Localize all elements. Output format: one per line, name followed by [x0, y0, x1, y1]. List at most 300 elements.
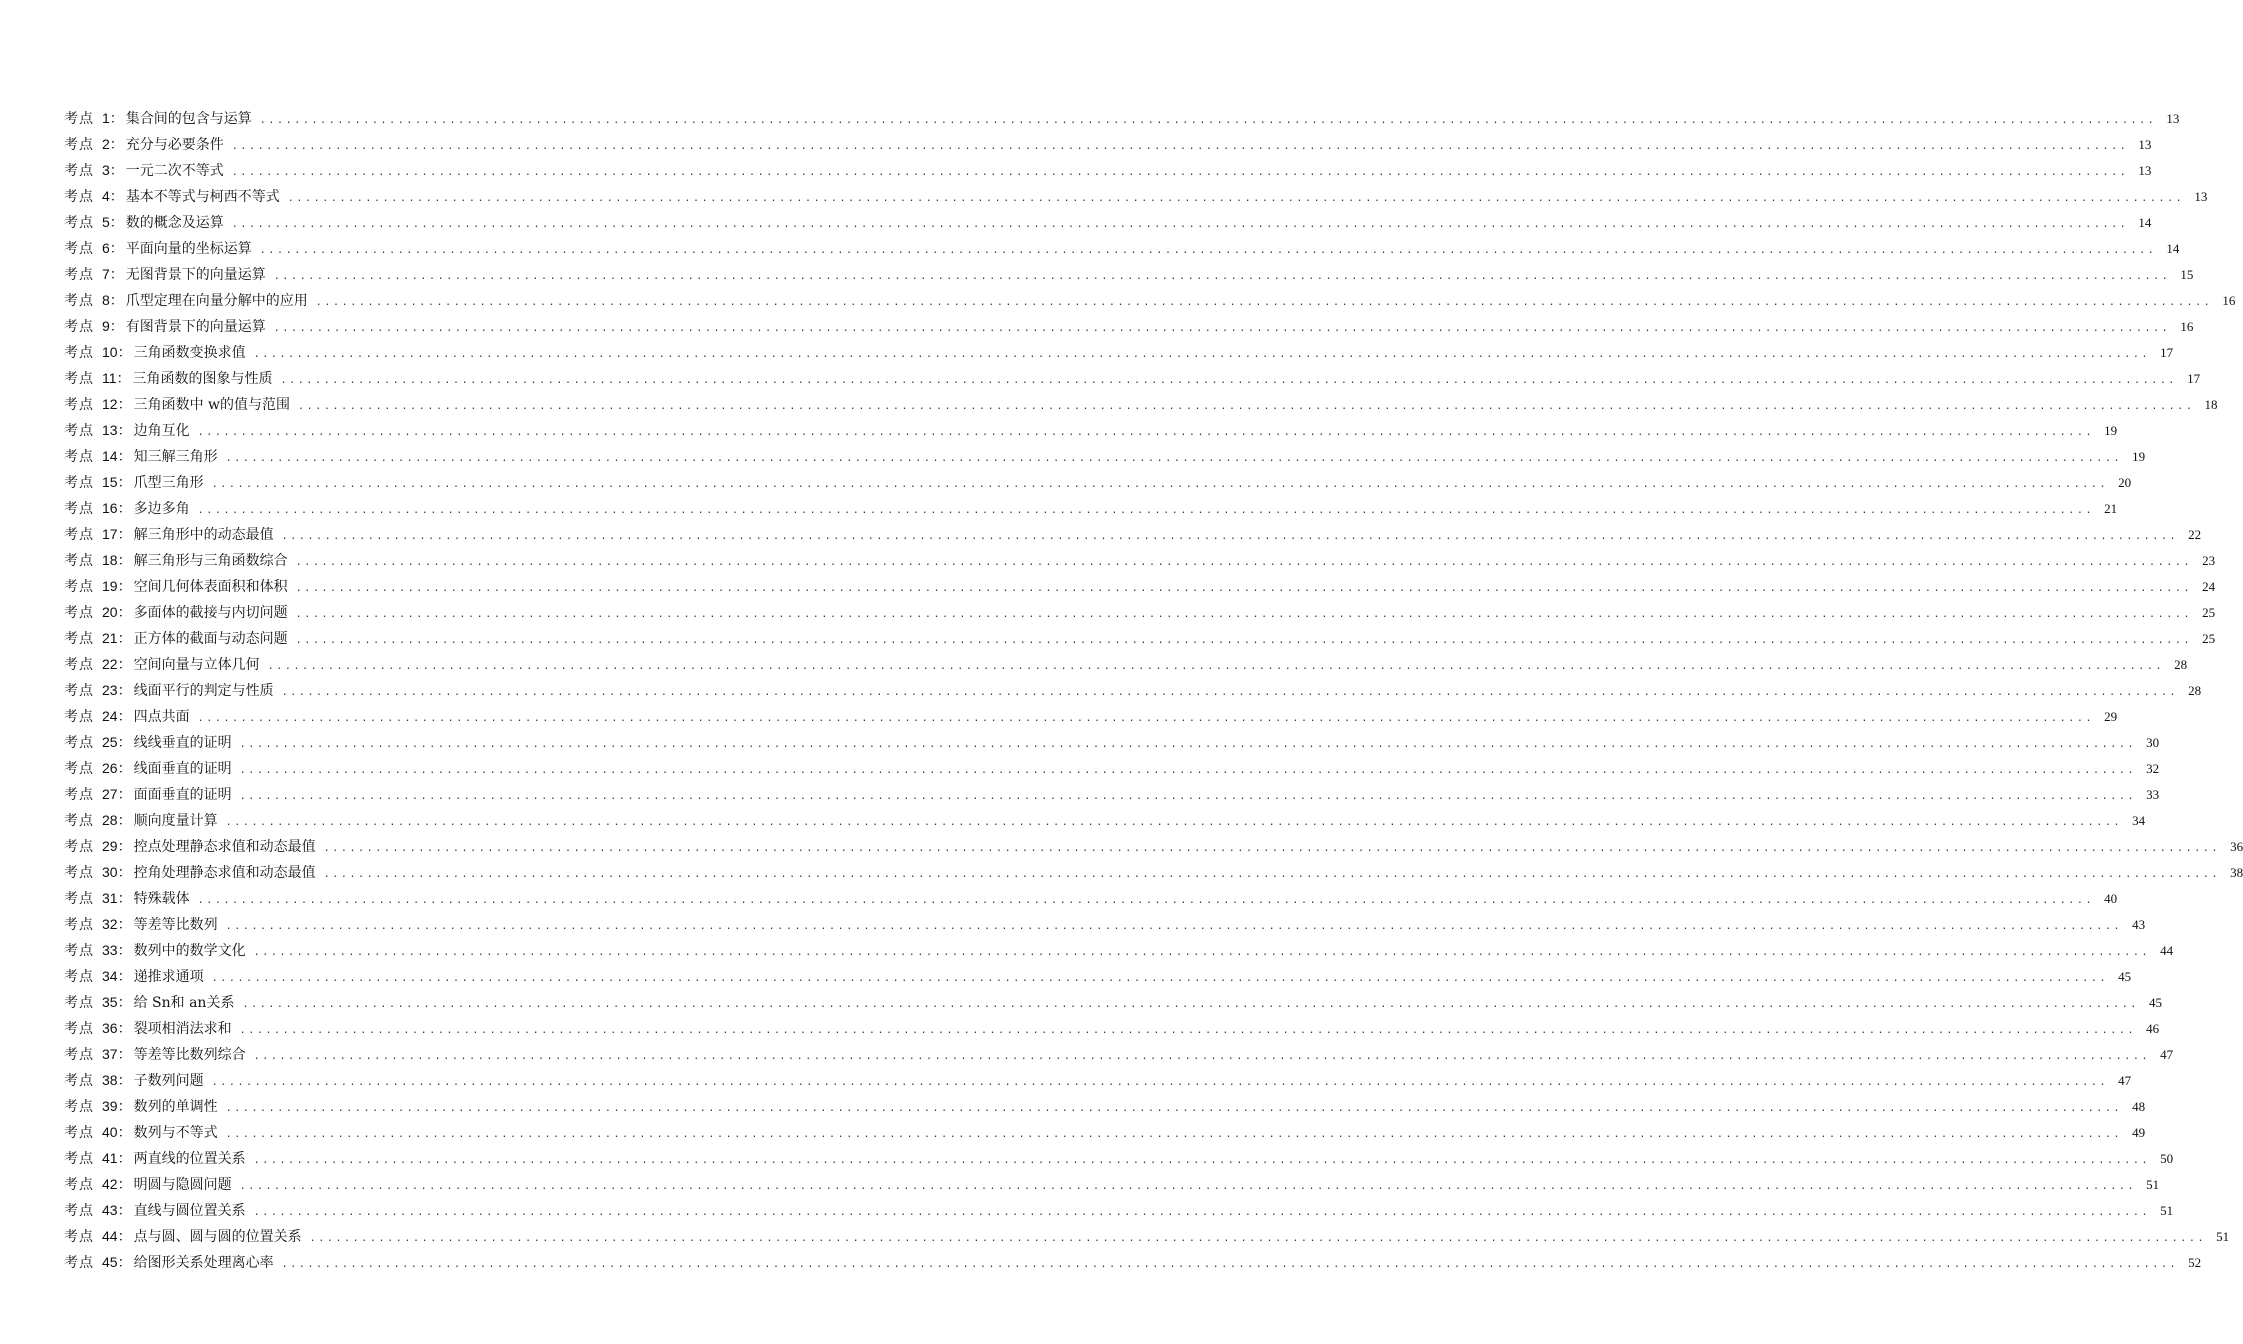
- toc-dot-leader: ............................................................................................................................................................................................................................: [295, 635, 2193, 646]
- toc-dot-leader: ............................................................................................................................................................................................................................: [295, 609, 2193, 620]
- toc-entry[interactable]: [64, 105, 2180, 131]
- toc-entry-number: 1: [102, 110, 110, 126]
- toc-entry-prefix: 考点: [64, 761, 94, 777]
- toc-entry-page-number: 22: [2188, 527, 2202, 542]
- toc-dot-leader: ............................................................................................................................................................................................................................: [225, 1103, 2123, 1114]
- toc-entry-prefix: 考点: [64, 371, 94, 387]
- toc-dot-leader: ............................................................................................................................................................................................................................: [315, 297, 2213, 308]
- toc-entry-separator: ：: [117, 969, 132, 985]
- toc-entry-number: 22: [102, 656, 118, 672]
- toc-entry-prefix: 考点: [64, 553, 94, 569]
- toc-entry-separator: ：: [109, 111, 124, 127]
- toc-entry[interactable]: [64, 313, 2194, 339]
- toc-entry[interactable]: [64, 625, 2216, 651]
- toc-entry-title: 爪型三角形: [133, 475, 204, 491]
- toc-entry-separator: ：: [117, 1047, 132, 1063]
- toc-entry-prefix: 考点: [64, 1021, 94, 1037]
- toc-entry-prefix: 考点: [64, 917, 94, 933]
- toc-entry[interactable]: [64, 547, 2216, 573]
- toc-entry-page-number: 51: [2146, 1177, 2160, 1192]
- toc-entry-page-number: 20: [2118, 475, 2132, 490]
- toc-dot-leader: ............................................................................................................................................................................................................................: [225, 921, 2123, 932]
- toc-entry-title: 控角处理静态求值和动态最值: [133, 865, 316, 881]
- toc-entry-prefix: 考点: [64, 631, 94, 647]
- toc-entry-separator: ：: [117, 839, 132, 855]
- toc-entry-page-number: 44: [2160, 943, 2174, 958]
- toc-entry-page-number: 50: [2160, 1151, 2174, 1166]
- toc-entry[interactable]: [64, 495, 2118, 521]
- toc-entry-page-number: 47: [2160, 1047, 2174, 1062]
- toc-dot-leader: ............................................................................................................................................................................................................................: [287, 193, 2185, 204]
- toc-entry-number: 31: [102, 890, 118, 906]
- toc-entry-number: 7: [102, 266, 110, 282]
- toc-entry-page-number: 52: [2188, 1255, 2202, 1270]
- toc-dot-leader: ............................................................................................................................................................................................................................: [197, 713, 2095, 724]
- toc-entry-title: 面面垂直的证明: [133, 787, 232, 803]
- toc-dot-leader: ............................................................................................................................................................................................................................: [253, 1155, 2151, 1166]
- toc-entry-number: 40: [102, 1124, 118, 1140]
- toc-entry-title: 裂项相消法求和: [133, 1021, 232, 1037]
- toc-entry-title: 爪型定理在向量分解中的应用: [125, 293, 308, 309]
- toc-entry-title: 顺向度量计算: [133, 813, 218, 829]
- toc-entry-prefix: 考点: [64, 1073, 94, 1089]
- toc-entry-page-number: 17: [2160, 345, 2174, 360]
- toc-entry-separator: ：: [117, 1255, 132, 1271]
- toc-dot-leader: ............................................................................................................................................................................................................................: [211, 973, 2109, 984]
- toc-entry-number: 27: [102, 786, 118, 802]
- toc-entry-separator: ：: [117, 631, 132, 647]
- toc-entry[interactable]: [64, 1093, 2146, 1119]
- toc-entry-title: 空间向量与立体几何: [133, 657, 260, 673]
- toc-entry-number: 39: [102, 1098, 118, 1114]
- toc-entry-separator: ：: [117, 995, 132, 1011]
- toc-entry-prefix: 考点: [64, 423, 94, 439]
- toc-entry-title: 控点处理静态求值和动态最值: [133, 839, 316, 855]
- toc-dot-leader: ............................................................................................................................................................................................................................: [231, 141, 2129, 152]
- toc-entry-page-number: 25: [2202, 631, 2216, 646]
- toc-dot-leader: ............................................................................................................................................................................................................................: [281, 1259, 2179, 1270]
- toc-entry-number: 13: [102, 422, 118, 438]
- toc-entry-title: 线线垂直的证明: [133, 735, 232, 751]
- toc-entry-prefix: 考点: [64, 501, 94, 517]
- toc-entry-prefix: 考点: [64, 241, 94, 257]
- toc-entry-separator: ：: [116, 371, 131, 387]
- toc-entry-separator: ：: [117, 553, 132, 569]
- toc-entry-page-number: 18: [2204, 397, 2218, 412]
- toc-entry-separator: ：: [109, 241, 124, 257]
- toc-entry-page-number: 36: [2230, 839, 2243, 854]
- toc-entry-separator: ：: [117, 475, 132, 491]
- toc-entry-separator: ：: [117, 891, 132, 907]
- toc-entry[interactable]: [64, 677, 2202, 703]
- toc-entry-title: 无图背景下的向量运算: [125, 267, 266, 283]
- toc-entry-prefix: 考点: [64, 163, 94, 179]
- toc-entry[interactable]: [64, 209, 2152, 235]
- toc-entry-number: 26: [102, 760, 118, 776]
- toc-entry-page-number: 51: [2160, 1203, 2174, 1218]
- toc-entry-prefix: 考点: [64, 969, 94, 985]
- toc-entry-prefix: 考点: [64, 839, 94, 855]
- toc-dot-leader: ............................................................................................................................................................................................................................: [197, 895, 2095, 906]
- toc-dot-leader: ............................................................................................................................................................................................................................: [295, 557, 2193, 568]
- toc-entry[interactable]: [64, 781, 2160, 807]
- toc-entry-prefix: 考点: [64, 813, 94, 829]
- toc-entry-prefix: 考点: [64, 787, 94, 803]
- toc-entry[interactable]: [64, 833, 2243, 859]
- toc-entry-prefix: 考点: [64, 1203, 94, 1219]
- toc-dot-leader: ............................................................................................................................................................................................................................: [239, 765, 2137, 776]
- toc-entry-title: 解三角形中的动态最值: [133, 527, 274, 543]
- toc-entry[interactable]: [64, 911, 2146, 937]
- toc-entry-number: 42: [102, 1176, 118, 1192]
- toc-dot-leader: ............................................................................................................................................................................................................................: [281, 687, 2179, 698]
- toc-entry[interactable]: [64, 391, 2218, 417]
- toc-entry-separator: ：: [117, 449, 132, 465]
- toc-entry-title: 集合间的包含与运算: [125, 111, 252, 127]
- toc-entry-number: 15: [102, 474, 118, 490]
- toc-entry-page-number: 24: [2202, 579, 2216, 594]
- toc-entry-title: 边角互化: [133, 423, 190, 439]
- toc-entry[interactable]: [64, 859, 2243, 885]
- toc-entry-title: 多边多角: [133, 501, 190, 517]
- toc-entry-title: 直线与圆位置关系: [133, 1203, 246, 1219]
- toc-dot-leader: ............................................................................................................................................................................................................................: [231, 219, 2129, 230]
- toc-entry[interactable]: [64, 469, 2132, 495]
- toc-entry-prefix: 考点: [64, 1125, 94, 1141]
- toc-entry-prefix: 考点: [64, 1047, 94, 1063]
- toc-dot-leader: ............................................................................................................................................................................................................................: [211, 1077, 2109, 1088]
- toc-entry[interactable]: [64, 573, 2216, 599]
- toc-entry-page-number: 43: [2132, 917, 2146, 932]
- toc-entry-number: 11: [102, 370, 117, 386]
- toc-entry-number: 17: [102, 526, 118, 542]
- toc-entry-separator: ：: [117, 865, 132, 881]
- toc-entry-title: 四点共面: [133, 709, 190, 725]
- toc-entry-number: 45: [102, 1254, 118, 1270]
- toc-entry-prefix: 考点: [64, 319, 94, 335]
- toc-entry-separator: ：: [117, 787, 132, 803]
- toc-entry-number: 28: [102, 812, 118, 828]
- toc-dot-leader: ............................................................................................................................................................................................................................: [259, 115, 2157, 126]
- toc-entry[interactable]: [64, 1145, 2174, 1171]
- toc-entry-separator: ：: [117, 683, 132, 699]
- toc-entry-page-number: 23: [2202, 553, 2216, 568]
- toc-entry-prefix: 考点: [64, 709, 94, 725]
- toc-entry[interactable]: [64, 443, 2146, 469]
- toc-entry-page-number: 45: [2148, 995, 2162, 1010]
- toc-entry-number: 14: [102, 448, 118, 464]
- toc-entry-number: 29: [102, 838, 118, 854]
- toc-entry-title: 线面垂直的证明: [133, 761, 232, 777]
- toc-entry-prefix: 考点: [64, 1177, 94, 1193]
- toc-entry-title: 数列的单调性: [133, 1099, 218, 1115]
- toc-entry[interactable]: [64, 521, 2202, 547]
- toc-entry-number: 4: [102, 188, 110, 204]
- toc-entry-prefix: 考点: [64, 1255, 94, 1271]
- toc-entry-number: 6: [102, 240, 110, 256]
- toc-entry-title: 点与圆、圆与圆的位置关系: [133, 1229, 302, 1245]
- toc-entry-number: 44: [102, 1228, 118, 1244]
- toc-entry-number: 33: [102, 942, 118, 958]
- toc-entry-prefix: 考点: [64, 683, 94, 699]
- toc-dot-leader: ............................................................................................................................................................................................................................: [280, 375, 2178, 386]
- toc-entry-page-number: 19: [2104, 423, 2118, 438]
- toc-entry-prefix: 考点: [64, 865, 94, 881]
- toc-entry-number: 36: [102, 1020, 118, 1036]
- toc-entry-page-number: 28: [2174, 657, 2188, 672]
- toc-entry-page-number: 28: [2188, 683, 2202, 698]
- toc-entry[interactable]: [64, 1015, 2160, 1041]
- toc-entry-page-number: 51: [2216, 1229, 2230, 1244]
- toc-entry-number: 21: [102, 630, 118, 646]
- toc-entry-separator: ：: [109, 267, 124, 283]
- toc-entry[interactable]: [64, 1041, 2174, 1067]
- toc-entry-separator: ：: [117, 605, 132, 621]
- toc-entry-number: 16: [102, 500, 118, 516]
- toc-entry-page-number: 30: [2146, 735, 2160, 750]
- toc-entry-title: 等差等比数列综合: [133, 1047, 246, 1063]
- toc-entry-separator: ：: [117, 1177, 132, 1193]
- toc-entry-number: 35: [102, 994, 118, 1010]
- toc-entry-page-number: 49: [2132, 1125, 2146, 1140]
- toc-entry-number: 18: [102, 552, 118, 568]
- toc-entry-prefix: 考点: [64, 735, 94, 751]
- toc-entry-title: 知三解三角形: [133, 449, 218, 465]
- toc-entry-separator: ：: [117, 813, 132, 829]
- toc-dot-leader: ............................................................................................................................................................................................................................: [273, 271, 2171, 282]
- toc-entry-page-number: 34: [2132, 813, 2146, 828]
- toc-entry-title: 给 Sn和 an关系: [133, 995, 235, 1011]
- toc-entry-separator: ：: [117, 761, 132, 777]
- toc-entry-prefix: 考点: [64, 605, 94, 621]
- toc-entry-prefix: 考点: [64, 995, 94, 1011]
- toc-entry-prefix: 考点: [64, 1099, 94, 1115]
- toc-entry-title: 三角函数变换求值: [133, 345, 246, 361]
- toc-entry-page-number: 15: [2180, 267, 2194, 282]
- toc-entry-separator: ：: [109, 189, 124, 205]
- toc-entry-prefix: 考点: [64, 579, 94, 595]
- toc-entry-prefix: 考点: [64, 527, 94, 543]
- toc-entry[interactable]: [64, 183, 2208, 209]
- toc-entry-page-number: 32: [2146, 761, 2160, 776]
- toc-entry[interactable]: [64, 807, 2146, 833]
- toc-entry-page-number: 25: [2202, 605, 2216, 620]
- toc-entry-separator: ：: [117, 1151, 132, 1167]
- toc-dot-leader: ............................................................................................................................................................................................................................: [211, 479, 2109, 490]
- toc-entry[interactable]: [64, 261, 2194, 287]
- toc-entry-prefix: 考点: [64, 137, 94, 153]
- toc-entry-page-number: 45: [2118, 969, 2132, 984]
- toc-entry-prefix: 考点: [64, 267, 94, 283]
- toc-entry[interactable]: [64, 1197, 2174, 1223]
- toc-entry-title: 解三角形与三角函数综合: [133, 553, 288, 569]
- toc-dot-leader: ............................................................................................................................................................................................................................: [239, 1025, 2137, 1036]
- toc-dot-leader: ............................................................................................................................................................................................................................: [225, 1129, 2123, 1140]
- toc-entry[interactable]: [64, 963, 2132, 989]
- toc-entry-title: 等差等比数列: [133, 917, 218, 933]
- toc-entry-separator: ：: [109, 215, 124, 231]
- toc-entry-title: 子数列问题: [133, 1073, 204, 1089]
- toc-entry[interactable]: [64, 729, 2160, 755]
- toc-dot-leader: ............................................................................................................................................................................................................................: [242, 999, 2139, 1010]
- toc-entry-page-number: 16: [2180, 319, 2194, 334]
- toc-entry[interactable]: [64, 235, 2180, 261]
- toc-dot-leader: ............................................................................................................................................................................................................................: [309, 1233, 2207, 1244]
- toc-entry-number: 10: [102, 344, 118, 360]
- toc-dot-leader: ............................................................................................................................................................................................................................: [295, 583, 2193, 594]
- toc-entry[interactable]: [64, 755, 2160, 781]
- toc-entry-page-number: 38: [2230, 865, 2243, 880]
- toc-entry-number: 2: [102, 136, 110, 152]
- toc-entry-separator: ：: [117, 527, 132, 543]
- toc-entry-title: 三角函数的图象与性质: [132, 371, 273, 387]
- toc-entry-page-number: 47: [2118, 1073, 2132, 1088]
- toc-entry-separator: ：: [117, 397, 132, 413]
- toc-entry[interactable]: [64, 651, 2188, 677]
- toc-entry-page-number: 13: [2194, 189, 2208, 204]
- toc-entry[interactable]: [64, 1067, 2132, 1093]
- toc-entry-prefix: 考点: [64, 475, 94, 491]
- toc-entry[interactable]: [64, 417, 2118, 443]
- toc-entry-prefix: 考点: [64, 215, 94, 231]
- toc-dot-leader: ............................................................................................................................................................................................................................: [323, 843, 2221, 854]
- toc-entry[interactable]: [64, 937, 2174, 963]
- toc-entry-title: 给图形关系处理离心率: [133, 1255, 274, 1271]
- toc-entry-title: 数列中的数学文化: [133, 943, 246, 959]
- toc-dot-leader: ............................................................................................................................................................................................................................: [273, 323, 2171, 334]
- toc-entry-prefix: 考点: [64, 657, 94, 673]
- toc-entry-page-number: 17: [2187, 371, 2201, 386]
- toc-entry-title: 特殊载体: [133, 891, 190, 907]
- toc-entry-number: 5: [102, 214, 110, 230]
- toc-dot-leader: ............................................................................................................................................................................................................................: [239, 739, 2137, 750]
- toc-entry-prefix: 考点: [64, 345, 94, 361]
- toc-entry-title: 空间几何体表面积和体积: [133, 579, 288, 595]
- toc-entry-title: 明圆与隐圆问题: [133, 1177, 232, 1193]
- toc-entry[interactable]: [64, 1119, 2146, 1145]
- toc-dot-leader: ............................................................................................................................................................................................................................: [253, 349, 2151, 360]
- toc-entry-title: 三角函数中 w的值与范围: [133, 397, 291, 413]
- toc-entry[interactable]: [64, 365, 2201, 391]
- toc-entry[interactable]: [64, 287, 2236, 313]
- toc-entry-prefix: 考点: [64, 397, 94, 413]
- toc-entry-page-number: 33: [2146, 787, 2160, 802]
- toc-entry-number: 20: [102, 604, 118, 620]
- toc-entry[interactable]: [64, 1249, 2202, 1275]
- toc-entry-separator: ：: [117, 1099, 132, 1115]
- toc-entry-number: 19: [102, 578, 118, 594]
- toc-entry-number: 24: [102, 708, 118, 724]
- toc-entry-separator: ：: [117, 709, 132, 725]
- toc-dot-leader: ............................................................................................................................................................................................................................: [323, 869, 2221, 880]
- toc-entry[interactable]: [64, 157, 2152, 183]
- toc-entry-page-number: 46: [2146, 1021, 2160, 1036]
- toc-entry-title: 充分与必要条件: [125, 137, 224, 153]
- toc-entry-prefix: 考点: [64, 293, 94, 309]
- toc-entry-title: 正方体的截面与动态问题: [133, 631, 288, 647]
- toc-entry-page-number: 40: [2104, 891, 2118, 906]
- toc-entry-separator: ：: [117, 1021, 132, 1037]
- toc-dot-leader: ............................................................................................................................................................................................................................: [253, 947, 2151, 958]
- toc-entry[interactable]: [64, 885, 2118, 911]
- toc-entry-prefix: 考点: [64, 1229, 94, 1245]
- toc-entry-prefix: 考点: [64, 943, 94, 959]
- toc-entry-separator: ：: [117, 501, 132, 517]
- toc-entry-separator: ：: [109, 319, 124, 335]
- toc-entry-page-number: 29: [2104, 709, 2118, 724]
- toc-dot-leader: ............................................................................................................................................................................................................................: [253, 1207, 2151, 1218]
- toc-entry-separator: ：: [117, 1073, 132, 1089]
- toc-dot-leader: ............................................................................................................................................................................................................................: [231, 167, 2129, 178]
- toc-entry-page-number: 21: [2104, 501, 2118, 516]
- toc-dot-leader: ............................................................................................................................................................................................................................: [197, 505, 2095, 516]
- toc-dot-leader: ............................................................................................................................................................................................................................: [298, 401, 2195, 412]
- toc-entry[interactable]: [64, 339, 2174, 365]
- toc-entry-title: 有图背景下的向量运算: [125, 319, 266, 335]
- toc-entry-number: 37: [102, 1046, 118, 1062]
- toc-entry-number: 43: [102, 1202, 118, 1218]
- toc-entry-separator: ：: [117, 579, 132, 595]
- toc-entry-separator: ：: [117, 1229, 132, 1245]
- toc-entry-prefix: 考点: [64, 449, 94, 465]
- toc-entry-page-number: 14: [2166, 241, 2180, 256]
- toc-entry-number: 12: [102, 396, 118, 412]
- toc-entry[interactable]: [64, 1223, 2230, 1249]
- toc-entry-title: 一元二次不等式: [125, 163, 224, 179]
- toc-dot-leader: ............................................................................................................................................................................................................................: [253, 1051, 2151, 1062]
- toc-dot-leader: ............................................................................................................................................................................................................................: [225, 817, 2123, 828]
- toc-dot-leader: ............................................................................................................................................................................................................................: [239, 791, 2137, 802]
- toc-entry-separator: ：: [109, 163, 124, 179]
- toc-entry-title: 两直线的位置关系: [133, 1151, 246, 1167]
- toc-dot-leader: ............................................................................................................................................................................................................................: [259, 245, 2157, 256]
- table-of-contents: [64, 105, 2243, 1275]
- toc-entry-separator: ：: [117, 423, 132, 439]
- toc-dot-leader: ............................................................................................................................................................................................................................: [281, 531, 2179, 542]
- toc-entry-separator: ：: [109, 137, 124, 153]
- toc-entry[interactable]: [64, 131, 2152, 157]
- toc-entry-number: 25: [102, 734, 118, 750]
- toc-entry-number: 30: [102, 864, 118, 880]
- toc-entry-page-number: 13: [2166, 111, 2180, 126]
- toc-entry-number: 9: [102, 318, 110, 334]
- toc-entry-separator: ：: [109, 293, 124, 309]
- toc-entry-number: 23: [102, 682, 118, 698]
- toc-entry-title: 数列与不等式: [133, 1125, 218, 1141]
- toc-entry-title: 递推求通项: [133, 969, 204, 985]
- toc-entry[interactable]: [64, 703, 2118, 729]
- toc-entry-prefix: 考点: [64, 891, 94, 907]
- toc-entry-page-number: 19: [2132, 449, 2146, 464]
- toc-entry-page-number: 13: [2138, 163, 2152, 178]
- toc-entry[interactable]: [64, 599, 2216, 625]
- toc-entry-number: 38: [102, 1072, 118, 1088]
- toc-entry-title: 平面向量的坐标运算: [125, 241, 252, 257]
- toc-entry[interactable]: [64, 989, 2162, 1015]
- toc-entry-number: 3: [102, 162, 110, 178]
- toc-entry-page-number: 48: [2132, 1099, 2146, 1114]
- toc-entry-title: 数的概念及运算: [125, 215, 224, 231]
- toc-entry[interactable]: [64, 1171, 2160, 1197]
- toc-entry-separator: ：: [117, 1125, 132, 1141]
- toc-entry-separator: ：: [117, 657, 132, 673]
- toc-entry-separator: ：: [117, 917, 132, 933]
- toc-entry-page-number: 16: [2222, 293, 2236, 308]
- toc-entry-number: 34: [102, 968, 118, 984]
- toc-entry-separator: ：: [117, 735, 132, 751]
- toc-entry-number: 32: [102, 916, 118, 932]
- toc-entry-number: 8: [102, 292, 110, 308]
